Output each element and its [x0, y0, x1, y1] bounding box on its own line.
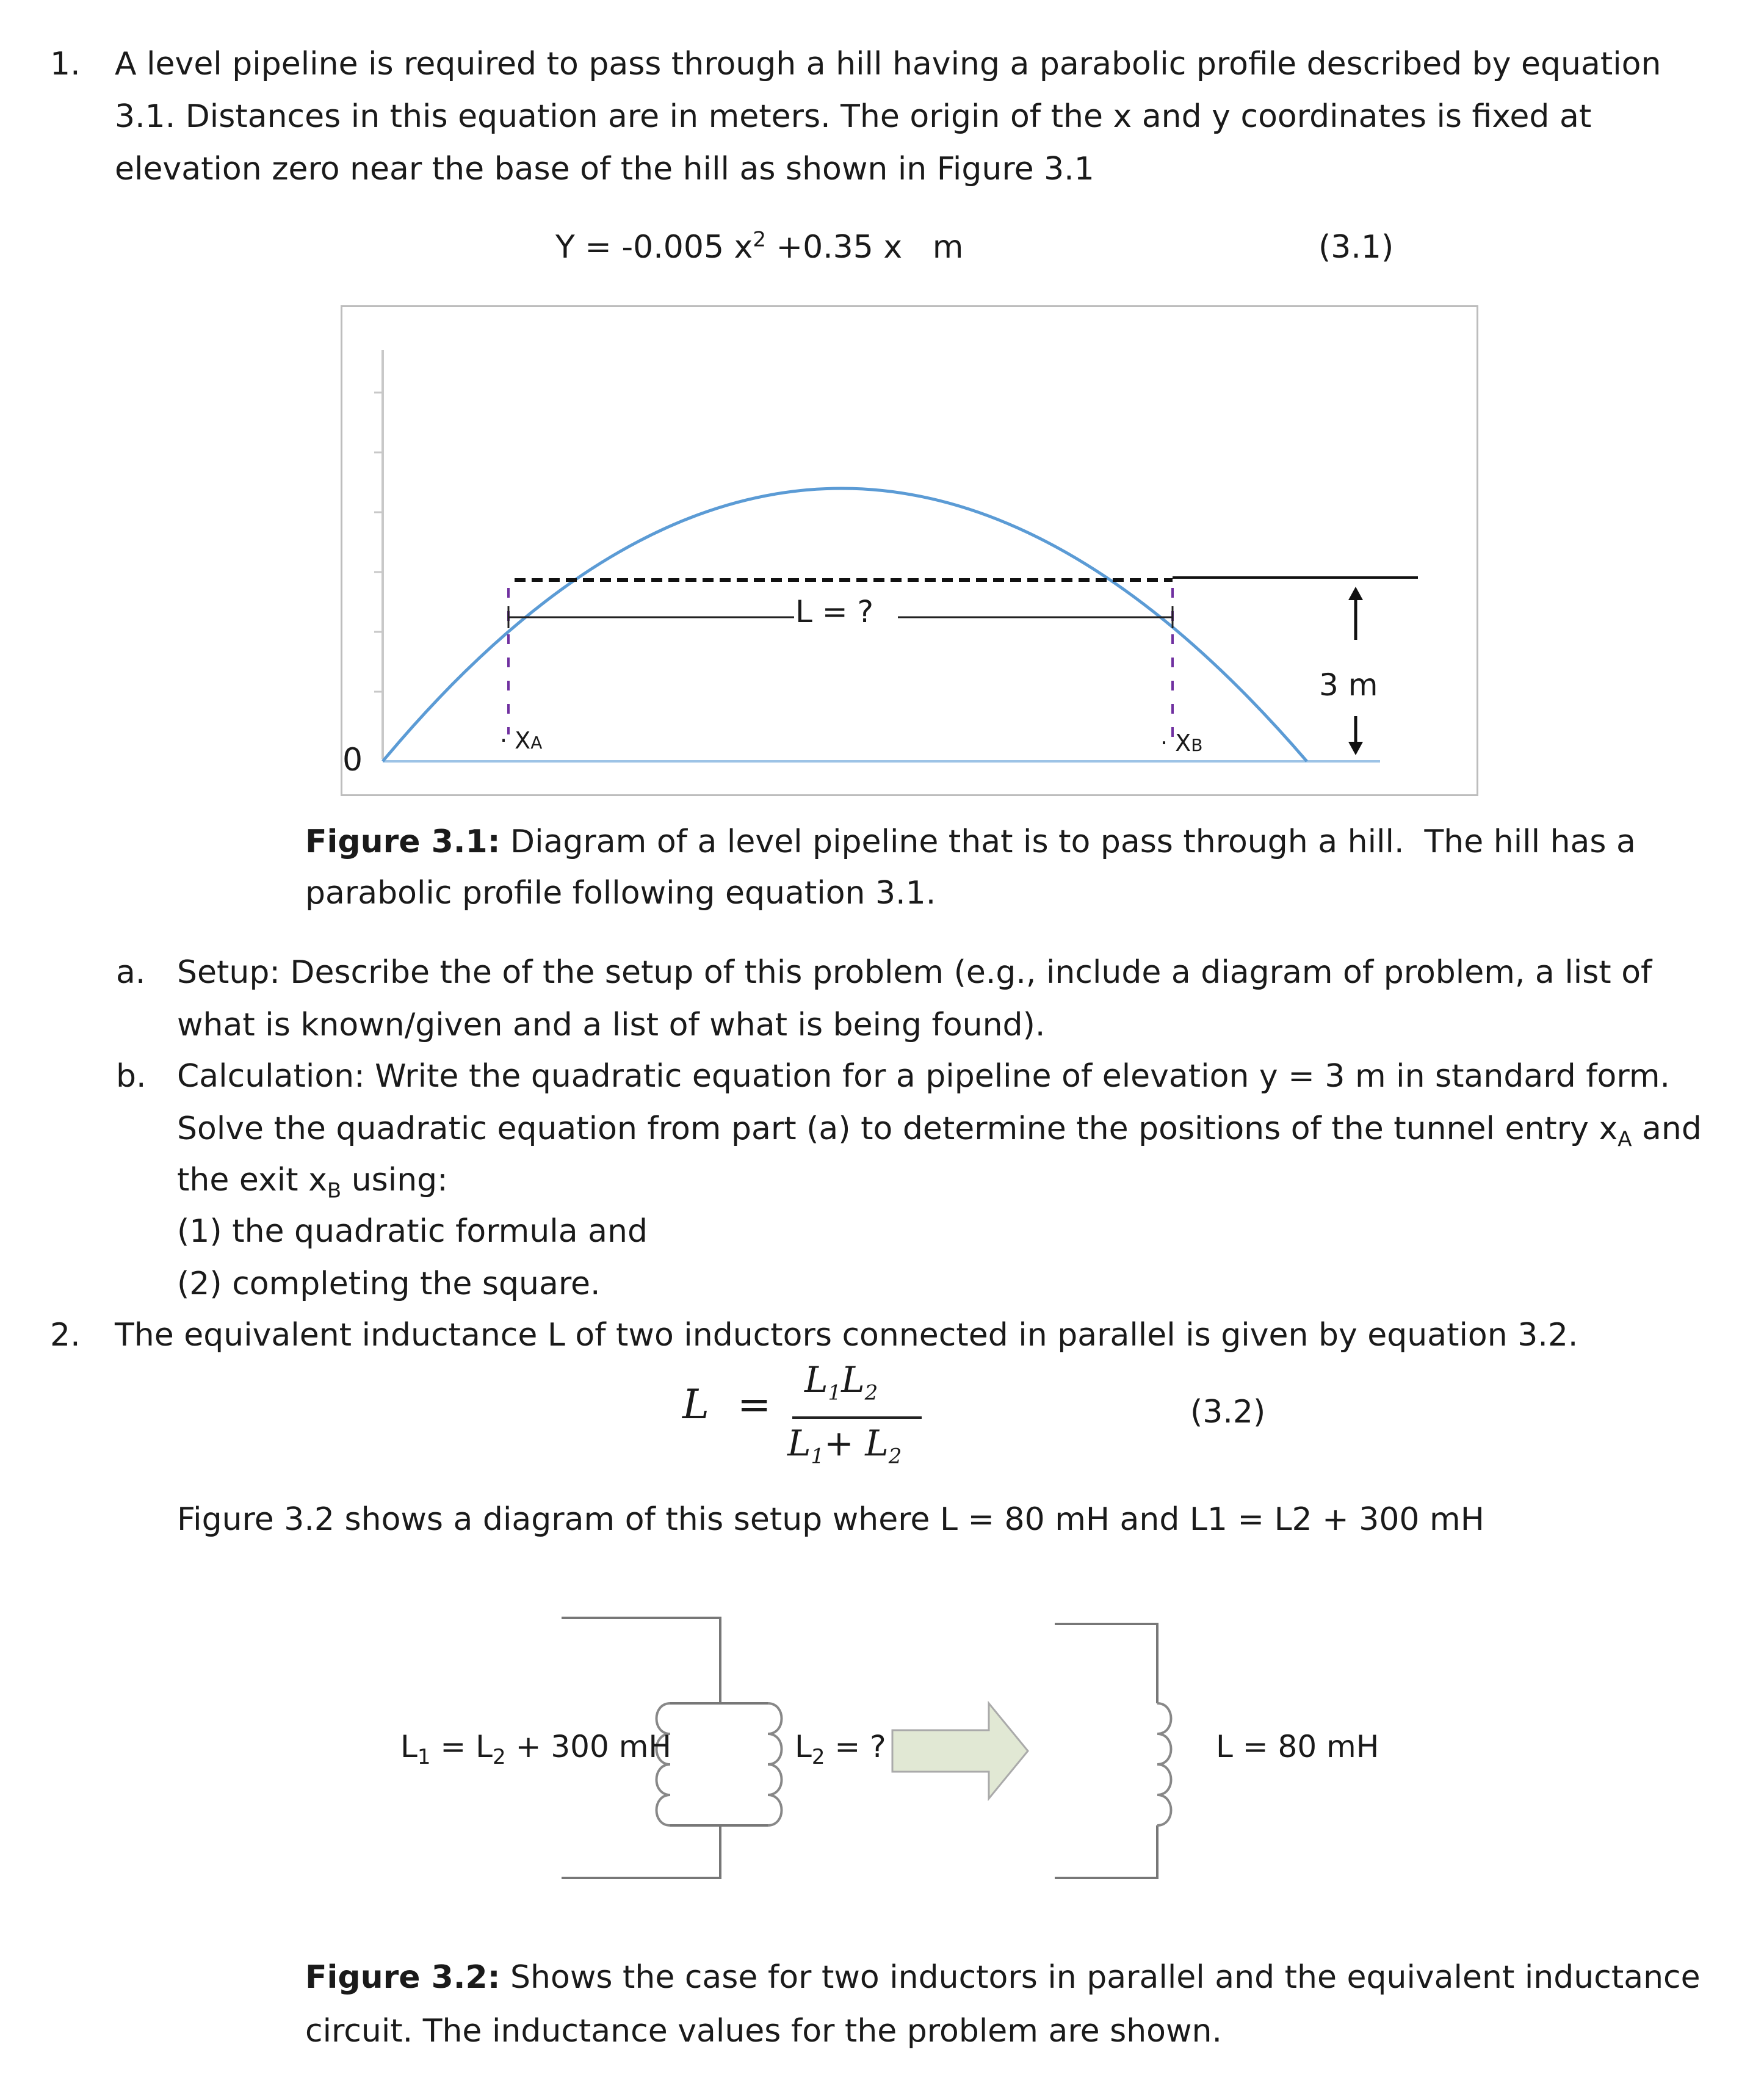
length-label: L = ?	[795, 594, 874, 629]
part-a-line-1: Setup: Describe the of the setup of this problem (e.g., include a diagram of problem, a list of	[177, 954, 1652, 991]
part-b-line-3: the exit $x_B$ using:	[177, 1162, 448, 1203]
inductor-l1-coil	[657, 1703, 671, 1825]
equation-3-2-denominator: $L_1+ L_2$	[787, 1422, 902, 1469]
equivalent-l-label: L = 80 mH	[1216, 1729, 1379, 1764]
equivalent-circuit-wires	[1055, 1624, 1157, 1878]
xa-label: · XA	[500, 727, 543, 754]
figure-3-2-caption-line-1: Figure 3.2: Shows the case for two inductors in parallel and the equivalent inductance	[305, 1959, 1701, 1996]
part-b-label: b.	[116, 1058, 146, 1095]
figure-3-1-caption-label: Figure 3.1:	[305, 824, 501, 860]
equation-3-1-exponent: 2	[753, 227, 766, 252]
part-a-line-2: what is known/given and a list of what is being found).	[177, 1007, 1046, 1043]
transform-arrow	[892, 1703, 1028, 1799]
l1-label: $L_1 = L_2 + 300$ mH	[400, 1729, 672, 1769]
part-b-item-1: (1) the quadratic formula and	[177, 1213, 648, 1250]
equation-3-2-lhs: L	[682, 1381, 709, 1428]
equation-3-1-lhs: Y = -0.005 x	[555, 229, 753, 266]
problem-1-intro-line-3: elevation zero near the base of the hill as shown in Figure 3.1	[115, 151, 1094, 187]
problem-2-intro: The equivalent inductance L of two inductors connected in parallel is given by equation 3.2.	[115, 1317, 1578, 1354]
part-b-item-2: (2) completing the square.	[177, 1266, 601, 1302]
figure-3-2-caption-label: Figure 3.2:	[305, 1959, 501, 1996]
l2-label: $L_2$ = ?	[795, 1729, 886, 1769]
equation-3-2-equals: =	[737, 1381, 772, 1428]
inductor-l2-coil	[768, 1703, 782, 1825]
problem-1-intro-line-1: A level pipeline is required to pass through a hill having a parabolic profile described by equation	[115, 46, 1661, 82]
figure-3-1-caption-line-1: Figure 3.1: Diagram of a level pipeline that is to pass through a hill. The hill has a	[305, 824, 1636, 860]
part-b-line-2: Solve the quadratic equation from part (a) to determine the positions of the tunnel entry $x_A$ and	[177, 1111, 1702, 1152]
equation-3-2-numerator: $L_1L_2$	[804, 1359, 878, 1405]
equation-3-2-number: (3.2)	[1190, 1394, 1266, 1430]
figure-3-2-caption-line-2: circuit. The inductance values for the problem are shown.	[305, 2013, 1222, 2049]
origin-label: 0	[342, 742, 363, 778]
problem-2-number: 2.	[50, 1317, 81, 1354]
figure-3-1-caption-line-2: parabolic profile following equation 3.1.	[305, 875, 936, 911]
equation-3-1-number: (3.1)	[1318, 229, 1394, 266]
equivalent-inductor-coil	[1157, 1703, 1171, 1825]
problem-1-intro-line-2: 3.1. Distances in this equation are in meters. The origin of the x and y coordinates is fixed at	[115, 98, 1592, 135]
xb-label: · XB	[1160, 730, 1203, 756]
part-b-line-1: Calculation: Write the quadratic equation for a pipeline of elevation y = 3 m in standard form.	[177, 1058, 1671, 1095]
part-a-label: a.	[116, 954, 146, 991]
height-label: 3 m	[1319, 667, 1378, 703]
equation-3-1-rhs: +0.35 x m	[765, 229, 964, 266]
problem-2-description: Figure 3.2 shows a diagram of this setup where L = 80 mH and L1 = L2 + 300 mH	[177, 1501, 1484, 1538]
problem-1-number: 1.	[50, 46, 81, 82]
